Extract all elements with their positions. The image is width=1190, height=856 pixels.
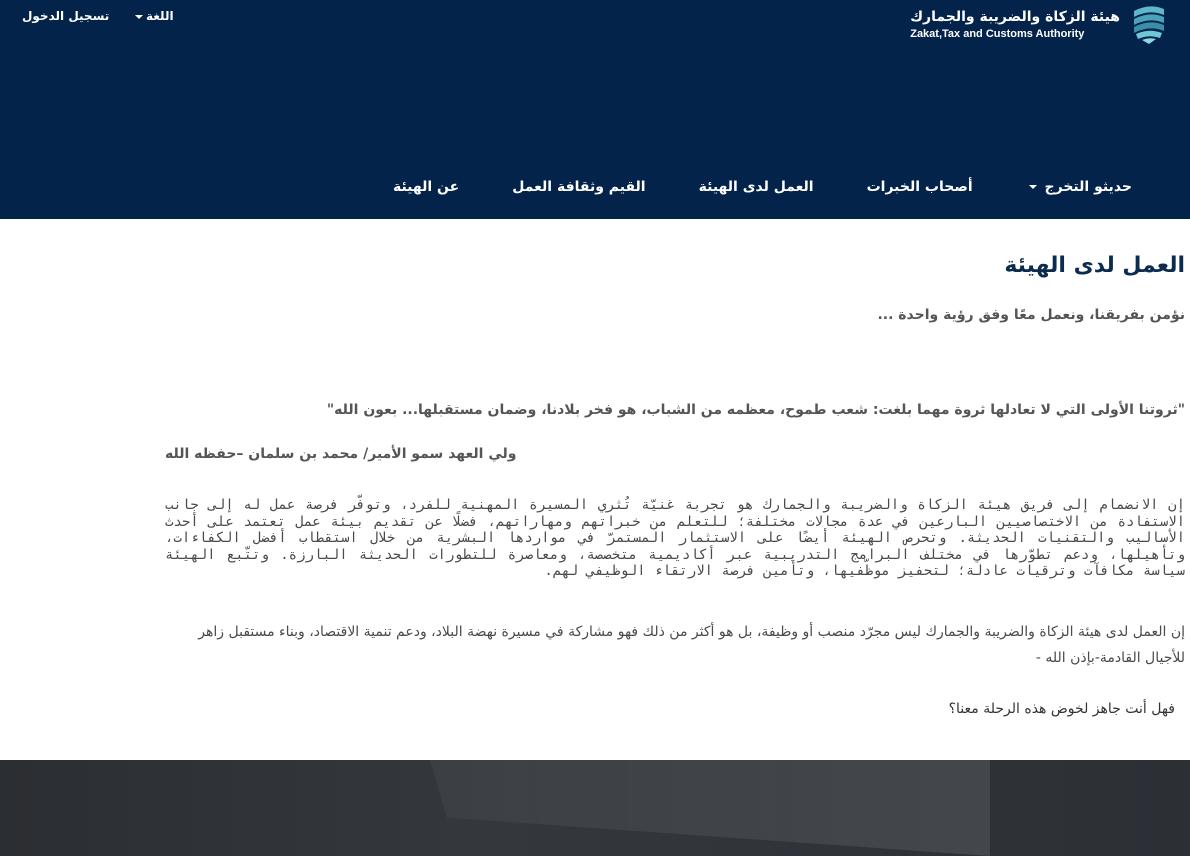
intro-paragraph: إن الانضمام إلى فريق هيئة الزكاة والضريبة والجمارك هو تجربة غنيّة تُثري المسيرة المهنية للفرد، وتوفّر فرصة عمل له إلى جانب الاستفادة من الاختصاصيين البارعين في عدة مجالات مختلفة؛ للتعلم من خبراتهم ومهاراتهم، فضلًا عن تقديم بيئة عمل تعتمد على أحدث الأساليب والتقنيات الحديثة. وتحرص الهيئة أيضًا على الاستثمار المستمرّ في مواردها البشرية من خلال استقطاب أفضل الكفاءات، وتأهيلها، ودعم تطوّرها في مختلف البرامج التدريبية عبر أكاديمية متخصصة، ومعاصرة للتطورات الحديثة البارزة. وتتّبع الهيئة سياسة مكافآت وترقيات عادلة؛ لتحفيز موظّفيها، وتأمين فرصة الارتقاء الوظيفي لهم. <box>165 497 1185 579</box>
mission-paragraph: إن العمل لدى هيئة الزكاة والضريبة والجمارك ليس مجرّد منصب أو وظيفة، بل هو أكثر من ذلك فهو مشاركة في مسيرة نهضة البلاد، ودعم تنمية الاقتصاد، وبناء مستقبل زاهر للأجيال القادمة-بإذن الله - <box>198 624 1185 666</box>
main-nav <box>393 176 1132 200</box>
logo-arabic-name: هيئة الزكاة والضريبة والجمارك <box>910 9 1120 25</box>
chevron-down-icon <box>135 15 143 19</box>
logo[interactable] <box>910 2 1168 46</box>
nav-item-graduates[interactable] <box>1026 176 1132 200</box>
nav-item-graduates-label: حديثو التخرج <box>1044 179 1132 195</box>
page-title: العمل لدى الهيئة <box>1004 253 1185 278</box>
logo-text <box>910 7 1120 41</box>
footer-decoration <box>430 760 990 856</box>
language-label: اللغة <box>146 9 174 23</box>
quote-author-row <box>165 446 1185 462</box>
nav-item-values[interactable]: القيم وثقافة العمل <box>512 179 646 195</box>
page-subtitle: نؤمن بفريقنا، ونعمل معًا وفق رؤية واحدة ... <box>877 307 1185 323</box>
header <box>0 0 1190 219</box>
chevron-down-icon <box>1029 185 1037 189</box>
closing-question: فهل أنت جاهز لخوض هذه الرحلة معنا؟ <box>948 701 1175 717</box>
quote-author: ولي العهد سمو الأمير/ محمد بن سلمان –حفظه الله <box>165 446 517 462</box>
login-link[interactable]: تسجيل الدخول <box>22 9 110 23</box>
authority-emblem-icon <box>1130 3 1168 45</box>
nav-item-experts[interactable]: أصحاب الخبرات <box>866 179 973 195</box>
footer-band <box>0 760 1190 856</box>
nav-item-about[interactable]: عن الهيئة <box>392 179 460 195</box>
quote-text: "ثروتنا الأولى التي لا تعادلها ثروة مهما بلغت: شعب طموح، معظمه من الشباب، هو فخر بلادنا، وضمان مستقبلها... بعون الله" <box>326 402 1185 418</box>
logo-english-name: Zakat,Tax and Customs Authority <box>910 28 1085 40</box>
language-dropdown[interactable] <box>132 9 174 23</box>
nav-item-work[interactable]: العمل لدى الهيئة <box>698 179 814 195</box>
